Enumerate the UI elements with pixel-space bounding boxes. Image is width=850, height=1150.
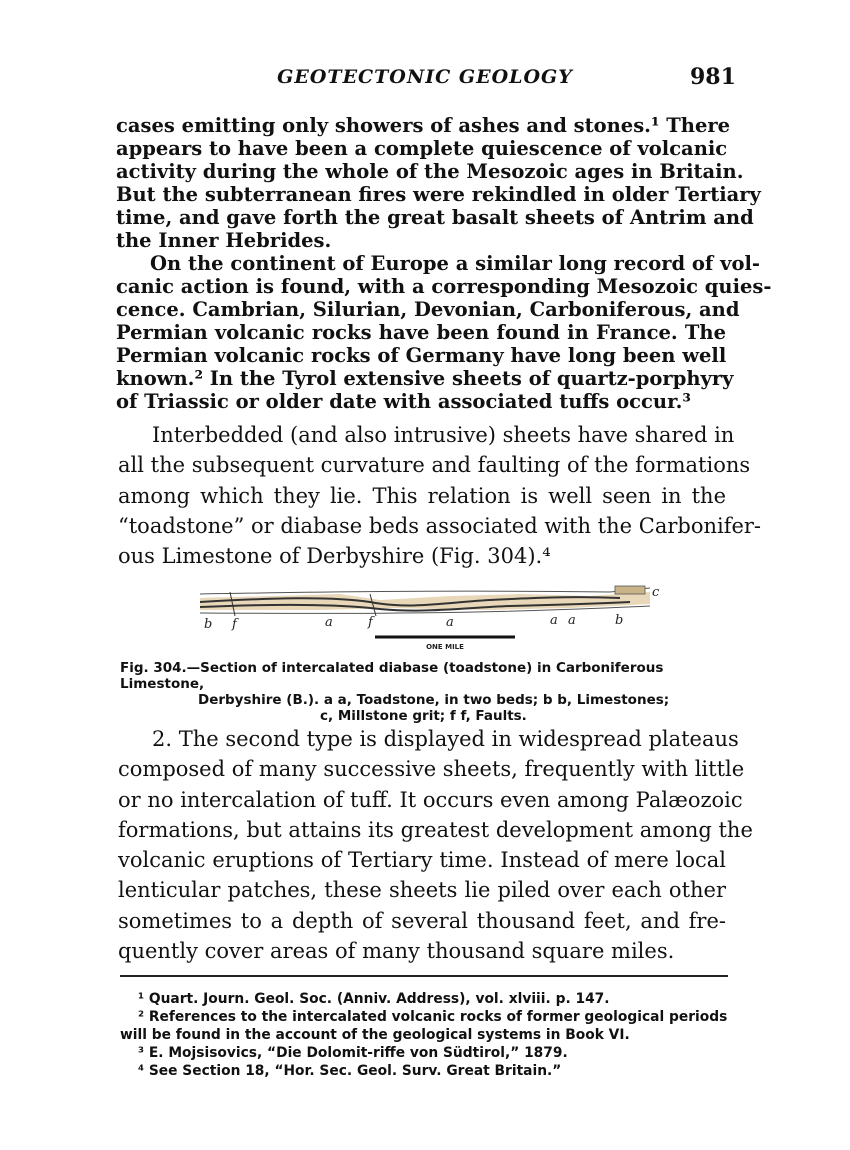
footnote: ³ E. Mojsisovics, “Die Dolomit-riffe von Südtirol,” 1879. [138, 1045, 568, 1061]
footnote-divider [120, 975, 728, 977]
text-line: Permian volcanic rocks of Germany have long been well [116, 344, 727, 367]
text-line: or no intercalation of tuff. It occurs even among Palæozoic [118, 787, 743, 812]
text-line: lenticular patches, these sheets lie piled over each other [118, 878, 726, 903]
geological-section-figure [190, 580, 670, 650]
text-line: cases emitting only showers of ashes and stones.¹ There [116, 114, 731, 137]
page-number: 981 [690, 64, 736, 90]
figure-label: a [568, 613, 576, 628]
footnote: ⁴ See Section 18, “Hor. Sec. Geol. Surv. Great Britain.” [138, 1063, 562, 1079]
text-line: canic action is found, with a corresponding Mesozoic quies- [116, 275, 772, 298]
footnote: will be found in the account of the geological systems in Book VI. [120, 1027, 630, 1043]
text-line: known.² In the Tyrol extensive sheets of quartz-porphyry [116, 367, 734, 390]
figure-label: a [550, 613, 558, 628]
text-line: volcanic eruptions of Tertiary time. Instead of mere local [118, 848, 726, 873]
text-line: Interbedded (and also intrusive) sheets have shared in [152, 423, 735, 447]
footnote: ² References to the intercalated volcanic rocks of former geological periods [138, 1009, 728, 1025]
text-line: appears to have been a complete quiescence of volcanic [116, 137, 728, 160]
caption-line: c, Millstone grit; f f, Faults. [320, 708, 527, 724]
section-drawing [190, 580, 670, 650]
text-line: time, and gave forth the great basalt sheets of Antrim and [116, 206, 754, 229]
text-line: ous Limestone of Derbyshire (Fig. 304).⁴ [118, 544, 551, 569]
running-header: GEOTECTONIC GEOLOGY [277, 66, 573, 88]
footnote: ¹ Quart. Journ. Geol. Soc. (Anniv. Address), vol. xlviii. p. 147. [138, 991, 610, 1007]
text-line: “toadstone” or diabase beds associated with the Carbonifer- [118, 513, 762, 538]
figure-label: f [368, 615, 373, 630]
text-line: 2. The second type is displayed in widespread plateaus [152, 727, 739, 751]
text-line: Permian volcanic rocks have been found in France. The [116, 321, 726, 344]
paragraph-1 [116, 114, 761, 252]
text-line: among which they lie. This relation is well seen in the [118, 483, 726, 508]
figure-label: b [204, 617, 213, 632]
figure-label: a [446, 615, 454, 630]
text-line: the Inner Hebrides. [116, 229, 332, 252]
text-line: formations, but attains its greatest development among the [118, 817, 753, 842]
millstone-grit-cap [615, 586, 645, 594]
caption-line: Fig. 304.—Section of intercalated diabase (toadstone) in Carboniferous Limestone, [120, 660, 664, 692]
figure-label: c [652, 585, 660, 600]
caption-line: Derbyshire (B.). a a, Toadstone, in two beds; b b, Limestones; [198, 692, 670, 708]
figure-label: a [325, 615, 333, 630]
paragraph-4 [118, 724, 753, 966]
text-line: composed of many successive sheets, frequently with little [118, 757, 745, 782]
footnotes [120, 990, 730, 1080]
figure-caption [120, 660, 730, 724]
text-line: all the subsequent curvature and faulting of the formations [118, 453, 751, 478]
text-line: activity during the whole of the Mesozoic ages in Britain. [116, 160, 744, 183]
limestone-band [200, 592, 650, 610]
text-line: cence. Cambrian, Silurian, Devonian, Carboniferous, and [116, 298, 740, 321]
text-line: quently cover areas of many thousand square miles. [118, 939, 675, 964]
upper-strata-line [200, 588, 650, 594]
figure-label: b [615, 613, 624, 628]
figure-label: f [232, 617, 237, 632]
text-line: But the subterranean fires were rekindled in older Tertiary [116, 183, 761, 206]
text-line: On the continent of Europe a similar long record of vol- [150, 252, 760, 275]
scale-label: ONE MILE [426, 643, 464, 650]
text-line: sometimes to a depth of several thousand feet, and fre- [118, 908, 726, 933]
paragraph-3 [118, 420, 762, 571]
paragraph-2 [116, 252, 772, 413]
text-line: of Triassic or older date with associated tuffs occur.³ [116, 390, 691, 413]
